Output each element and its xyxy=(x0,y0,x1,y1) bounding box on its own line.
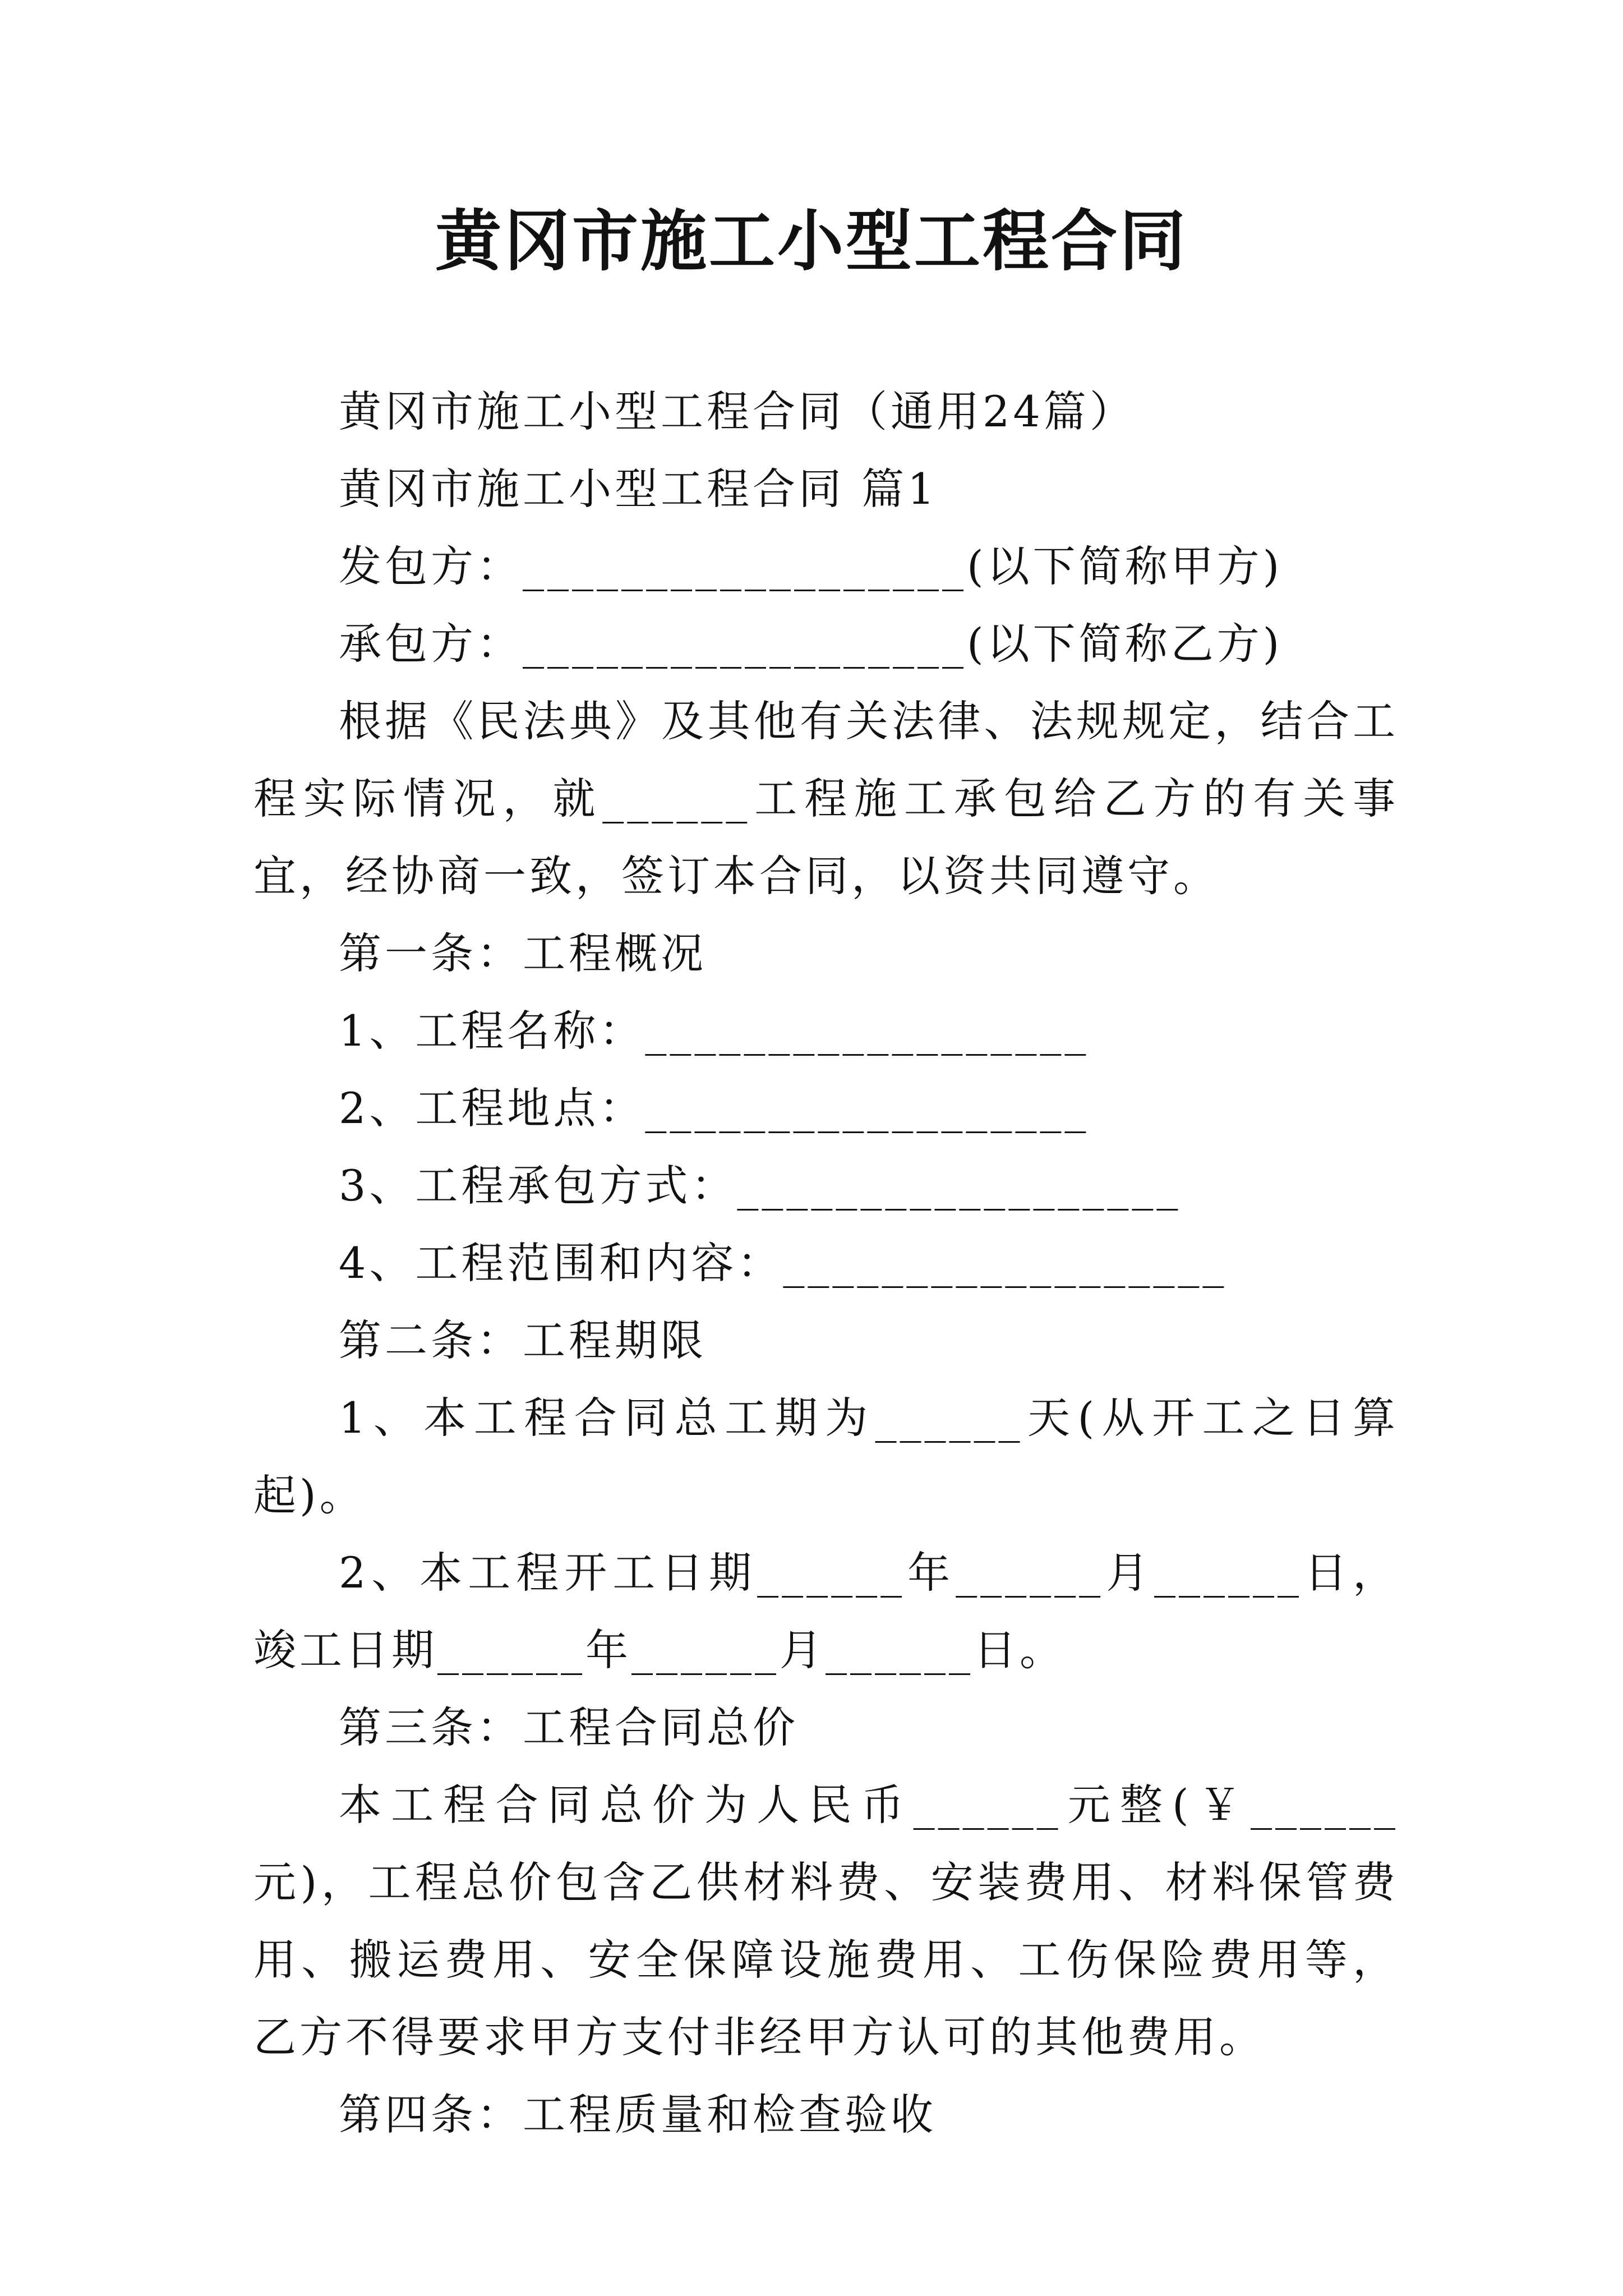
contract-method-line: 3、工程承包方式：__________________ xyxy=(339,1161,1182,1211)
document-body xyxy=(253,373,1399,2154)
article-3-heading: 第三条：工程合同总价 xyxy=(339,1703,799,1752)
preamble-paragraph: 根据《民法典》及其他有关法律、法规规定，结合工程实际情况，就______工程施工承包给乙方的有关事宜，经协商一致，签订本合同，以资共同遵守。 xyxy=(253,696,1399,901)
party-a-line: 发包方：__________________(以下简称甲方) xyxy=(339,541,1283,591)
party-b-line: 承包方：__________________(以下简称乙方) xyxy=(339,619,1283,669)
subtitle-paragraph: 黄冈市施工小型工程合同（通用24篇） xyxy=(339,386,1136,436)
start-end-dates-paragraph: 2、本工程开工日期______年______月______日，竣工日期______年______月______日。 xyxy=(253,1548,1399,1675)
article-1-heading: 第一条：工程概况 xyxy=(339,928,707,978)
project-location-line: 2、工程地点：__________________ xyxy=(339,1083,1090,1133)
section-heading-part1: 黄冈市施工小型工程合同 篇1 xyxy=(339,464,938,514)
document-title: 黄冈市施工小型工程合同 xyxy=(435,202,1188,280)
project-scope-line: 4、工程范围和内容：__________________ xyxy=(339,1238,1228,1288)
total-duration-line: 1、本工程合同总工期为______天(从开工之日算起)。 xyxy=(253,1393,1399,1520)
contract-price-paragraph: 本工程合同总价为人民币______元整(￥______元)，工程总价包含乙供材料费、安装费用、材料保管费用、搬运费用、安全保障设施费用、工伤保险费用等，乙方不得要求甲方支付非经甲方认可的其他费用。 xyxy=(253,1780,1399,2062)
project-name-line: 1、工程名称：__________________ xyxy=(339,1006,1090,1056)
article-2-heading: 第二条：工程期限 xyxy=(339,1315,707,1365)
article-4-heading: 第四条：工程质量和检查验收 xyxy=(339,2090,937,2139)
